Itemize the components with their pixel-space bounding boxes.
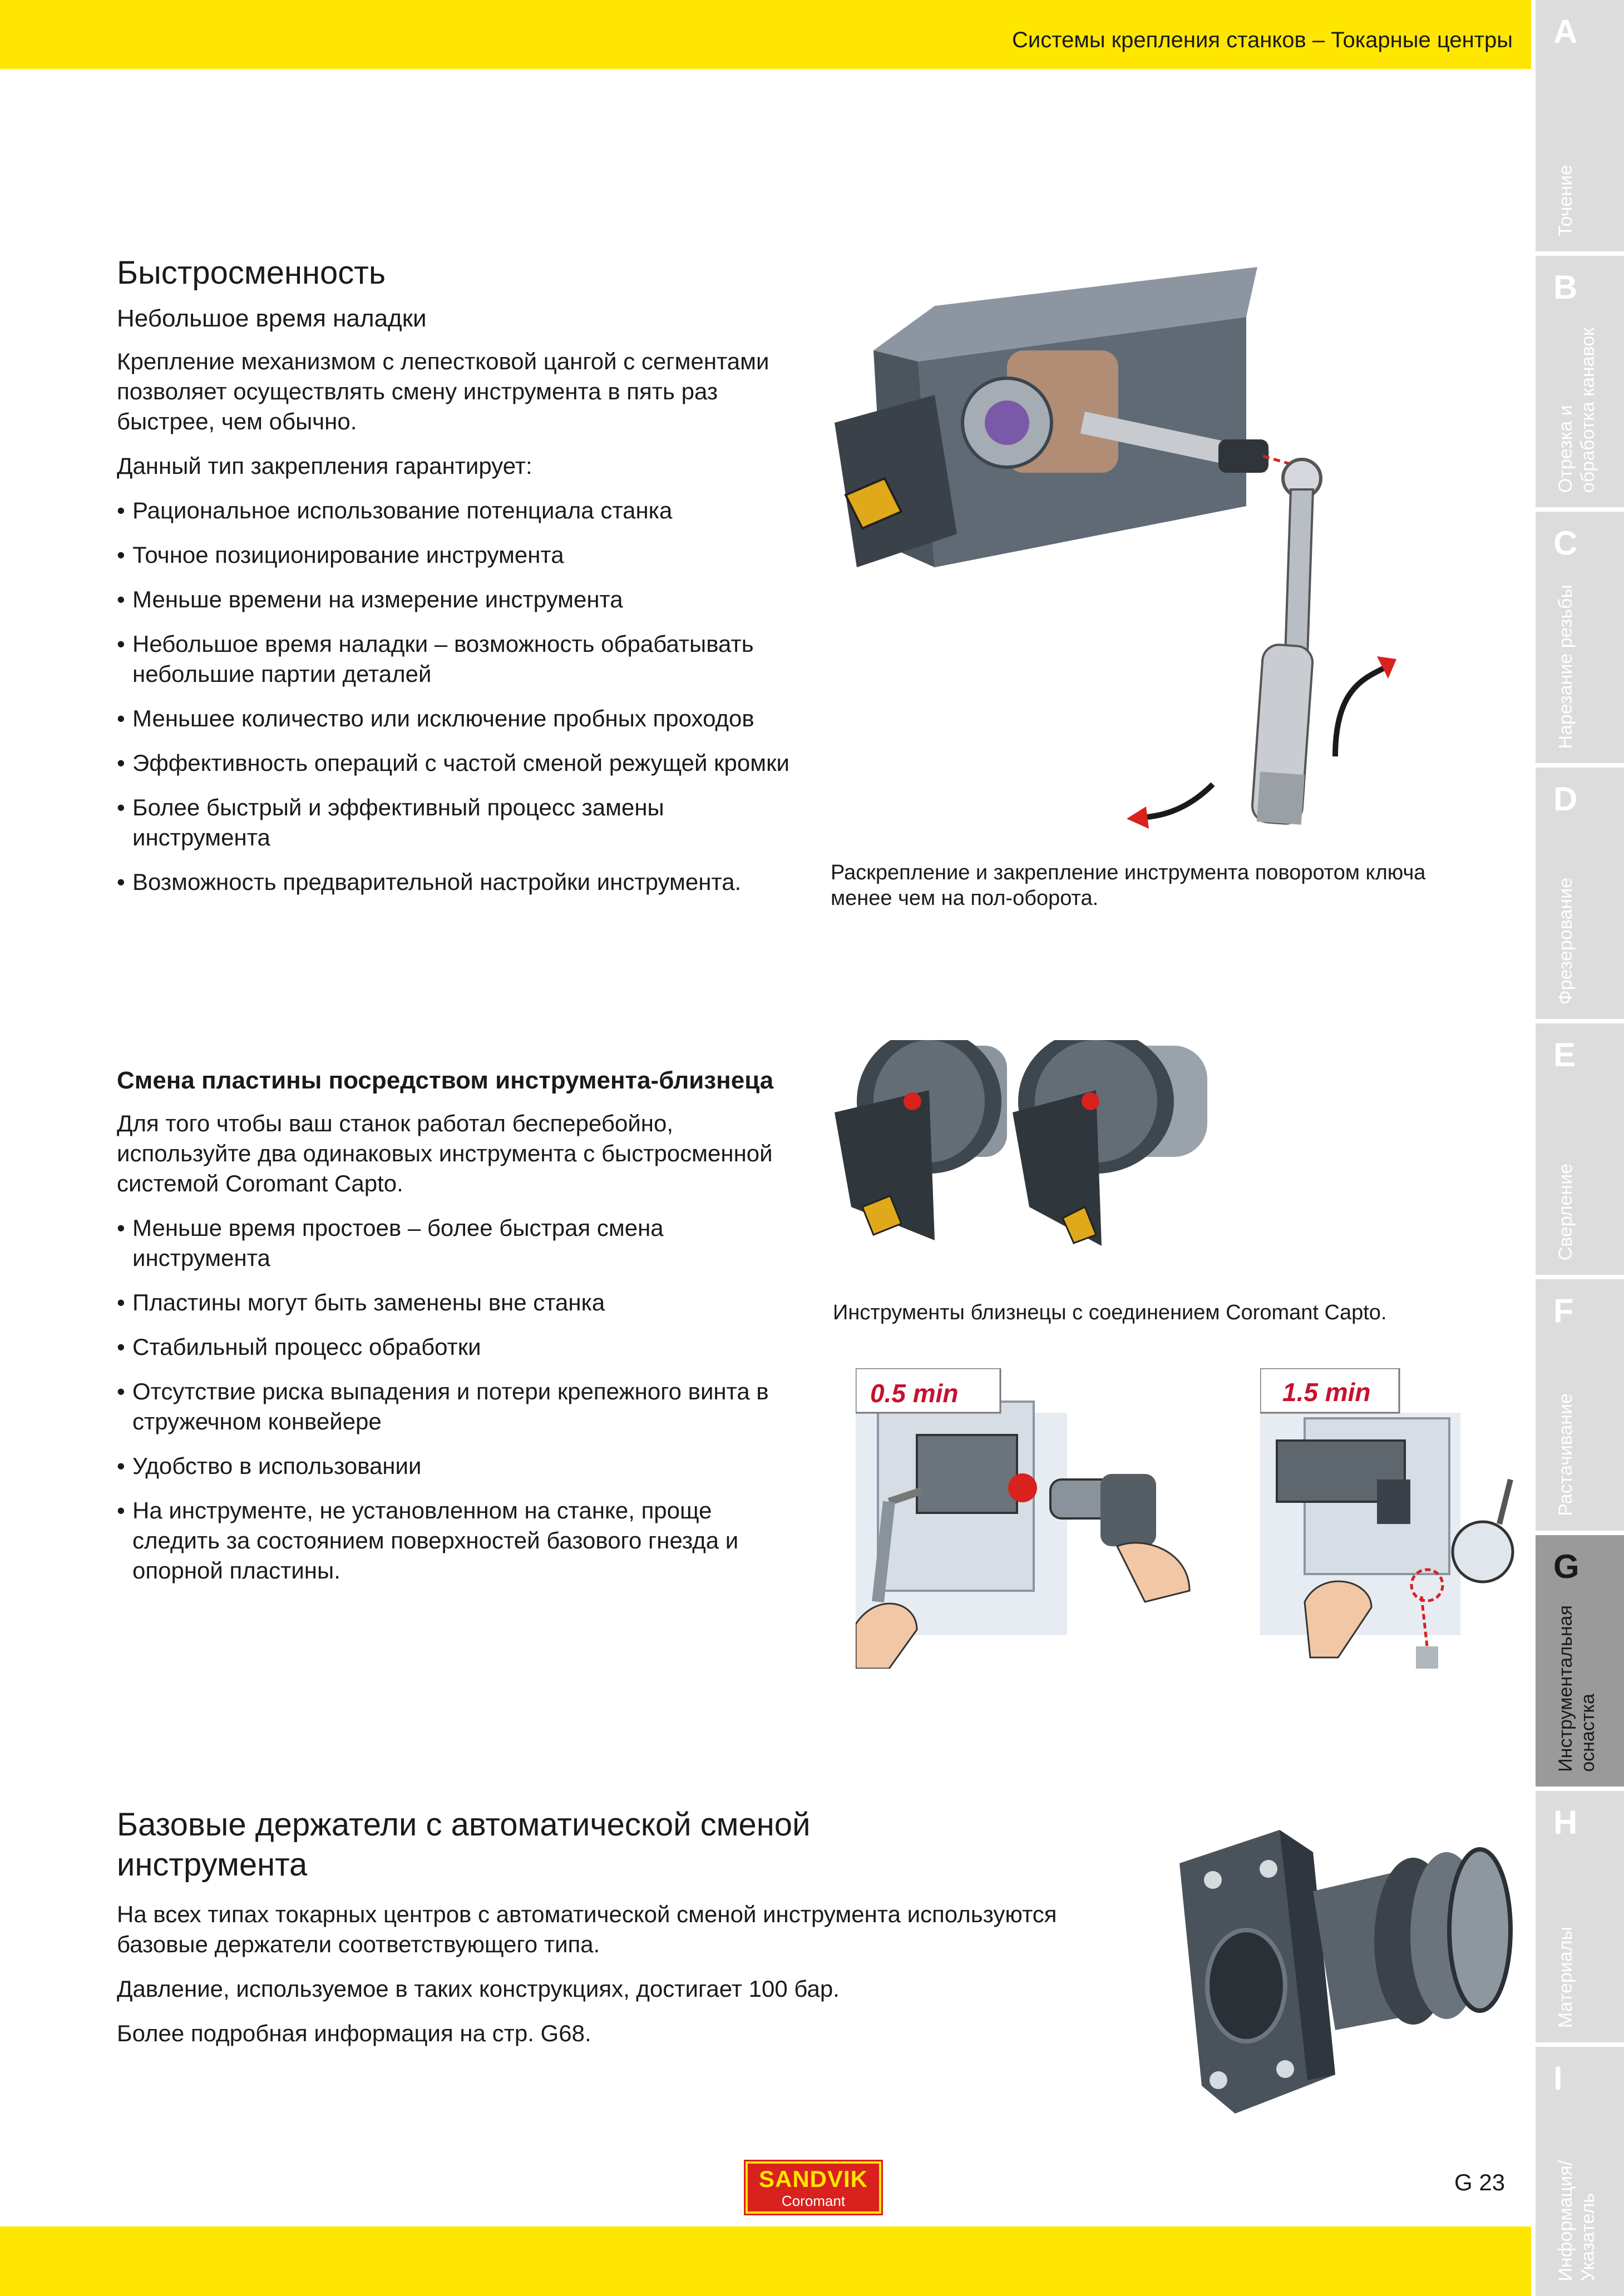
time-badge: 0.5 min: [870, 1379, 959, 1408]
tab-letter: F: [1553, 1292, 1574, 1329]
list-item: • Эффективность операций с частой сменой режущей кромки: [117, 748, 796, 778]
page-number: G 23: [1454, 2169, 1505, 2195]
list-item: • Меньше времени на измерение инструмента: [117, 585, 796, 615]
base-holder-illustration: [1168, 1819, 1513, 2119]
tab-label: Материалы: [1555, 1926, 1576, 2028]
list-item: • Отсутствие риска выпадения и потери крепежного винта в стружечном конвейере: [117, 1377, 796, 1437]
section-quick-change: [117, 253, 796, 912]
time-badge: 1.5 min: [1282, 1378, 1371, 1407]
paragraph: Давление, используемое в таких конструкциях, достигает 100 бар.: [117, 1976, 840, 2002]
logo-text: SANDVIK: [758, 2166, 868, 2192]
tab-label: Отрезка и обработка канавок: [1555, 327, 1598, 493]
logo-subtext: Coromant: [781, 2193, 846, 2209]
tab-a-turning[interactable]: [1536, 0, 1624, 251]
header-title: Системы крепления станков – Токарные центры: [1011, 28, 1513, 52]
section-title: Быстросменность: [117, 255, 386, 291]
twin-tools-illustration: [829, 1040, 1230, 1285]
section-subtitle: Небольшое время наладки: [117, 305, 427, 332]
tab-letter: C: [1553, 524, 1578, 562]
tab-h-materials[interactable]: [1536, 1791, 1624, 2042]
tab-letter: H: [1553, 1804, 1578, 1841]
list-item: • Удобство в использовании: [117, 1451, 796, 1481]
list-item: • На инструменте, не установленном на станке, проще следить за состоянием поверхностей базового гнезда и опорной пластины.: [117, 1496, 796, 1586]
conventional-change-demo-illustration: [1260, 1368, 1522, 1680]
list-item: • Меньше время простоев – более быстрая смена инструмента: [117, 1213, 796, 1273]
tab-letter: B: [1553, 269, 1578, 306]
bullet-list: [117, 496, 796, 897]
twin-tool-right: [1013, 1040, 1207, 1246]
paragraph: Данный тип закрепления гарантирует:: [117, 453, 532, 479]
tab-letter: A: [1553, 13, 1578, 50]
list-item: • Пластины могут быть заменены вне станка: [117, 1288, 796, 1318]
tab-d-milling[interactable]: [1536, 768, 1624, 1019]
bullet-list: [117, 1213, 796, 1586]
tab-label: Нарезание резьбы: [1555, 584, 1576, 749]
tab-label: Фрезерование: [1555, 877, 1576, 1004]
figure-caption: Инструменты близнецы с соединением Coromant Capto.: [833, 1301, 1387, 1324]
paragraph: Для того чтобы ваш станок работал бесперебойно, используйте два одинаковых инструмента с быстросменной системой Coromant Capto.: [117, 1110, 773, 1196]
paragraph: Крепление механизмом с лепестковой цангой с сегментами позволяет осуществлять смену инструмента в пять раз быстрее, чем обычно.: [117, 348, 769, 434]
tab-i-info[interactable]: [1536, 2047, 1624, 2296]
list-item: • Небольшое время наладки – возможность обрабатывать небольшие партии деталей: [117, 629, 796, 689]
tab-letter: G: [1553, 1548, 1579, 1585]
tab-label: Точение: [1555, 165, 1576, 237]
figure-caption: Раскрепление и закрепление инструмента поворотом ключа менее чем на пол-оборота.: [831, 861, 1426, 910]
list-item: • Рациональное использование потенциала станка: [117, 496, 796, 526]
side-tabs: [1536, 0, 1624, 2296]
tab-label: Информация/ Указатель: [1555, 2160, 1598, 2282]
tab-b-parting[interactable]: [1536, 256, 1624, 507]
tab-e-drilling[interactable]: [1536, 1023, 1624, 1275]
tab-g-tooling-active[interactable]: [1536, 1535, 1624, 1787]
list-item: • Меньшее количество или исключение пробных проходов: [117, 704, 796, 734]
section-title: Базовые держатели с автоматической сменой инструмента: [117, 1807, 811, 1883]
list-item: • Стабильный процесс обработки: [117, 1332, 796, 1362]
list-item: • Возможность предварительной настройки инструмента.: [117, 867, 796, 897]
tab-letter: E: [1553, 1036, 1576, 1073]
quick-change-demo-illustration: [856, 1368, 1212, 1669]
tab-label: Сверление: [1555, 1163, 1576, 1260]
twin-tool-left: [835, 1040, 1007, 1240]
list-item: • Точное позиционирование инструмента: [117, 540, 796, 570]
tab-letter: D: [1553, 780, 1578, 818]
section-base-holders: [117, 1805, 1174, 2063]
tab-f-boring[interactable]: [1536, 1279, 1624, 1531]
clamping-unit-illustration: [823, 256, 1435, 845]
footer-bar: [0, 2226, 1531, 2296]
tab-letter: I: [1553, 2060, 1563, 2097]
section-twin-tool: [117, 1065, 796, 1600]
paragraph: Более подробная информация на стр. G68.: [117, 2020, 591, 2046]
paragraph: На всех типах токарных центров с автоматической сменой инструмента используются базовые держатели соответствующего типа.: [117, 1901, 1057, 1957]
tab-c-threading[interactable]: [1536, 512, 1624, 763]
tab-label: Инструментальная оснастка: [1555, 1605, 1598, 1772]
tab-label: Растачивание: [1555, 1393, 1576, 1516]
section-subtitle: Смена пластины посредством инструмента-близнеца: [117, 1067, 774, 1094]
sandvik-coromant-logo: [746, 2161, 881, 2214]
list-item: • Более быстрый и эффективный процесс замены инструмента: [117, 793, 796, 853]
